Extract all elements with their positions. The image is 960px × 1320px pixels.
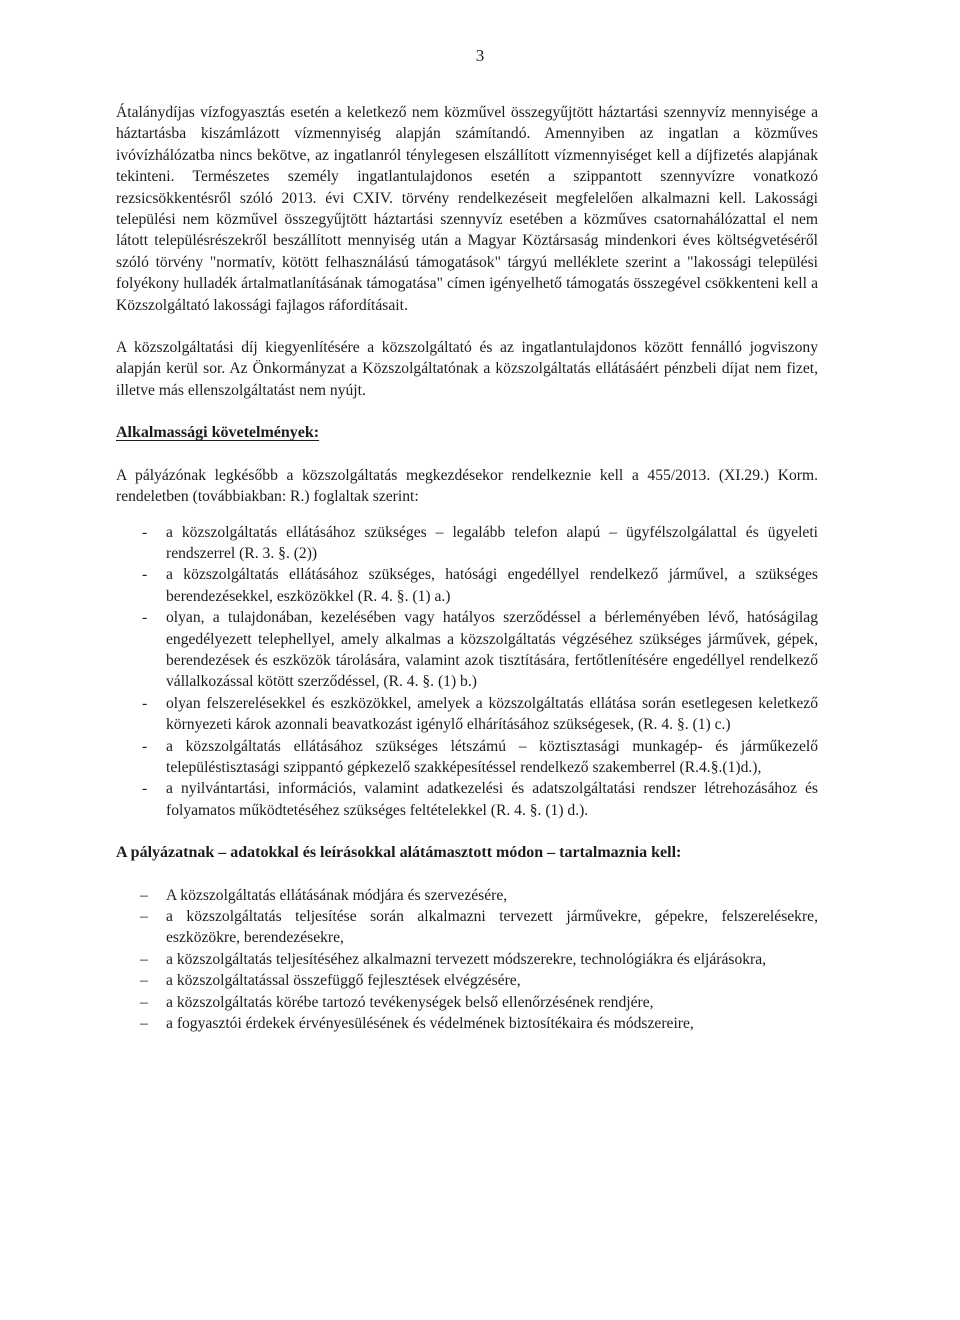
application-heading: A pályázatnak – adatokkal és leírásokkal alátámasztott módon – tartalmaznia kell: (116, 844, 682, 862)
list-item: - a nyilvántartási, információs, valamint adatkezelési és adatszolgáltatási rendszer létrehozásához és folyamatos működtetéséhez szükséges feltételekkel (R. 4. §. (1) d.). (116, 778, 818, 821)
intro-paragraph: Átalánydíjas vízfogyasztás esetén a keletkező nem közművel összegyűjtött háztartási szennyvíz mennyisége a háztartásba kiszámlázott vízmennyiség alapján számítandó. Amennyiben az ingatlan a közműves ivóvízhálózatba nincs bekötve, az ingatlanról ténylegesen elszállított vízmennyiséget kell a díjfizetés alapjának tekinteni. Természetes személy ingatlantulajdonos esetén a szippantott szennyvízre vonatkozó rezsicsökkentésről szóló 2013. évi CXIV. törvény rendelkezéseit megfelelően alkalmazni kell. Lakossági települési nem közművel összegyűjtött háztartási szennyvíz esetében a közműves csatornahálózattal el nem látott településrészekről beszállított mennyiség után a Magyar Köztársaság mindenkori éves költségvetéséről szóló törvény "normatív, kötött felhasználású támogatások" tárgyú melléklete szerint a "lakossági települési folyékony hulladék ártalmatlanításának támogatása" címen igényelhető támogatás összegével csökkenteni kell a Közszolgáltató lakossági fajlagos ráfordításait. (116, 104, 818, 314)
page-number: 3 (475, 46, 485, 65)
document-body (116, 102, 818, 1034)
list-item: - olyan felszerelésekkel és eszközökkel, amelyek a közszolgáltatás ellátása során esetlegesen keletkező környezeti károk azonnali beavatkozást igénylő elhárításához szükségesek, (R. 4. §. (1) c.) (116, 693, 818, 736)
list-item: - a közszolgáltatás ellátásához szükséges létszámú – köztisztasági munkagép- és járműkezelő településtisztasági szippantó gépkezelő szakképesítéssel rendelkező szakemberrel (R.4.§.(1)d.), (116, 736, 818, 779)
list-item: – A közszolgáltatás ellátásának módjára és szervezésére, (116, 885, 818, 906)
list-item: - olyan, a tulajdonában, kezelésében vagy hatályos szerződéssel a bérleményében lévő, hatóságilag engedélyezett telephellyel, amely alkalmas a közszolgáltatás végzéséhez szükséges járművek, gépek, berendezések és eszközök tárolására, valamint azok tisztítására, fertőtlenítésére engedéllyel rendelkező vállalkozással kötött szerződéssel, (R. 4. §. (1) b.) (116, 607, 818, 693)
requirements-intro: A pályázónak legkésőbb a közszolgáltatás megkezdésekor rendelkeznie kell a 455/2013. (XI.29.) Korm. rendeletben (továbbiakban: R.) foglaltak szerint: (116, 466, 818, 506)
list-item: - a közszolgáltatás ellátásához szükséges – legalább telefon alapú – ügyfélszolgálattal és ügyeleti rendszerrel (R. 3. §. (2)) (116, 522, 818, 565)
list-item: – a közszolgáltatás teljesítéséhez alkalmazni tervezett módszerekre, technológiákra és eljárásokra, (116, 949, 818, 970)
list-item: – a fogyasztói érdekek érvényesülésének és védelmének biztosítékaira és módszereire, (116, 1013, 818, 1034)
requirements-list (116, 522, 818, 822)
list-item: - a közszolgáltatás ellátásához szükséges, hatósági engedéllyel rendelkező járművel, a szükséges berendezésekkel, eszközökkel (R. 4. §. (1) a.) (116, 564, 818, 607)
list-item: – a közszolgáltatás körébe tartozó tevékenységek belső ellenőrzésének rendjére, (116, 992, 818, 1013)
payment-paragraph: A közszolgáltatási díj kiegyenlítésére a közszolgáltató és az ingatlantulajdonos között fennálló jogviszony alapján kerül sor. Az Önkormányzat a Közszolgáltatónak a közszolgáltatás ellátásáért pénzbeli díjat nem fizet, illetve más ellenszolgáltatást nem nyújt. (116, 339, 818, 399)
requirements-heading: Alkalmassági követelmények: (116, 424, 320, 442)
list-item: – a közszolgáltatással összefüggő fejlesztések elvégzésére, (116, 970, 818, 991)
application-list (116, 885, 818, 1035)
list-item: – a közszolgáltatás teljesítése során alkalmazni tervezett járművekre, gépekre, felszerelésekre, eszközökre, berendezésekre, (116, 906, 818, 949)
